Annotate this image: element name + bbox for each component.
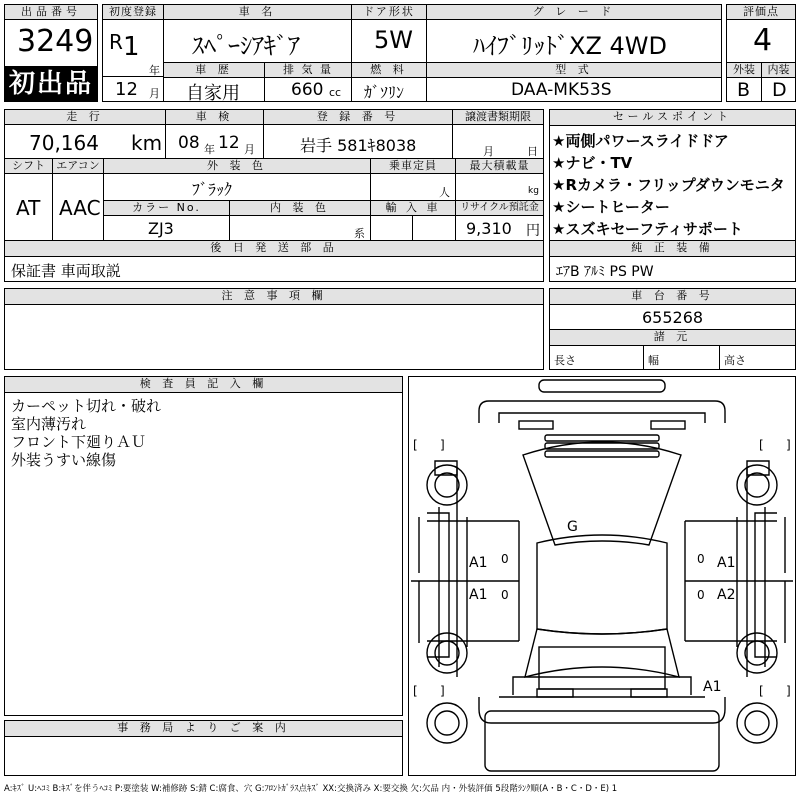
- fuel-cell: [351, 77, 427, 102]
- displacement-cell: [264, 77, 352, 102]
- color-no-label: カラー No.: [103, 200, 230, 216]
- history: 自家用: [186, 83, 240, 104]
- ac-label: エアコン: [52, 158, 104, 174]
- color-cell: [103, 173, 371, 201]
- roof: [537, 535, 667, 634]
- mark-left-rear: A1: [469, 587, 488, 603]
- zero-right-front: 0: [697, 552, 705, 566]
- genuine-equipment-label: 純 正 装 備: [549, 240, 796, 257]
- score-label: 評価点: [726, 4, 796, 20]
- sales-point-item: ★Rカメラ・フリップダウンモニタ: [552, 176, 785, 194]
- displacement-unit: cc: [329, 86, 342, 99]
- chassis-number: 655268: [642, 308, 704, 327]
- era: R: [109, 30, 123, 54]
- grade-cell: [426, 19, 722, 63]
- mark-left-front: A1: [469, 555, 488, 571]
- spare-wheel-left-rim: [435, 711, 459, 735]
- front-bumper: [539, 380, 665, 392]
- capacity-cell: [370, 173, 456, 201]
- inspection-year: 08: [178, 133, 200, 153]
- score-cell: [726, 19, 796, 63]
- model-code-cell: [426, 77, 722, 102]
- plate-label: 登 録 番 号: [263, 109, 453, 125]
- rear-hatch: [539, 647, 665, 689]
- mark-right-bottom: A1: [703, 679, 722, 695]
- chassis-label: 車 台 番 号: [549, 288, 796, 305]
- grade-label: グ レ ー ド: [426, 4, 722, 20]
- mileage-cell: [4, 124, 166, 159]
- plate-cell: [263, 124, 453, 159]
- recycle: 9,310: [466, 219, 512, 238]
- headlight-right: [651, 421, 685, 429]
- bracket-close-rear-left: ]: [440, 684, 445, 698]
- wheel-front-right: [737, 465, 777, 505]
- mileage: 70,164: [29, 131, 99, 155]
- ac-cell: [52, 173, 104, 241]
- exterior-grade: B: [737, 79, 751, 101]
- interior-grade: D: [772, 79, 787, 101]
- inspection-month: 12: [218, 133, 240, 153]
- car-name: ｽﾍﾟｰｼｱｷﾞｱ: [192, 32, 300, 60]
- interior-color-unit: 系: [354, 227, 365, 240]
- zero-left-rear: 0: [501, 588, 509, 602]
- bracket-close-rear-right: ]: [786, 684, 791, 698]
- shift-label: シフト: [4, 158, 53, 174]
- mark-right-rear: A2: [717, 587, 736, 603]
- import-cell: [370, 215, 413, 241]
- zero-left-front: 0: [501, 552, 509, 566]
- bracket-open-rear-left: [: [413, 684, 418, 698]
- rear-window: [525, 629, 679, 677]
- footer-legend: A:ｷｽﾞ U:ﾍｺﾐ B:ｷｽﾞを伴うﾍｺﾐ P:要塗装 W:補修跡 S:錆 C:腐食、穴 G:ﾌﾛﾝﾄｶﾞﾗｽ点ｷｽﾞ XX:交換済み X:要交換 欠:欠品 内・外装評価 5段階ﾗﾝｸ順(A・B・C・D・E) 1: [4, 784, 618, 794]
- import-cell-2: [412, 215, 456, 241]
- sales-point-item: ★ナビ・TV: [552, 154, 633, 172]
- headlight-left: [519, 421, 553, 429]
- wheel-front-left: [427, 465, 467, 505]
- front-hood-outline: [479, 401, 725, 423]
- later-parts: 保証書 車両取説: [11, 262, 121, 280]
- fuel: ｶﾞｿﾘﾝ: [364, 83, 405, 102]
- wheel-front-right-rim: [745, 473, 769, 497]
- mileage-label: 走 行: [4, 109, 166, 125]
- interior-label: 内装: [761, 62, 796, 78]
- undercarriage: [485, 711, 719, 771]
- inspection-cell: [165, 124, 264, 159]
- mark-g: G: [567, 519, 578, 535]
- first-listing-badge: 初出品: [4, 66, 98, 102]
- grille-3: [545, 451, 659, 457]
- inspection-year-unit: 年: [204, 143, 215, 156]
- exterior-label: 外装: [726, 62, 762, 78]
- lot-number-label: 出品番号: [4, 4, 98, 20]
- transfer-day: 日: [527, 145, 538, 158]
- specs-label: 諸 元: [549, 329, 796, 346]
- notes-label: 注 意 事 項 欄: [4, 288, 544, 305]
- later-parts-label: 後 日 発 送 部 品: [4, 240, 544, 257]
- wheel-rear-right: [737, 633, 777, 673]
- recycle-unit: 円: [526, 223, 540, 239]
- spec-length: 長さ: [554, 354, 576, 367]
- genuine-equipment-cell: [549, 256, 796, 282]
- plate: 岩手 581ｷ8038: [300, 136, 417, 155]
- capacity-label: 乗車定員: [370, 158, 456, 174]
- door-label: ドア形状: [351, 4, 427, 20]
- transfer-cell: [452, 124, 544, 159]
- door-type: 5W: [374, 26, 413, 54]
- grade: ﾊｲﾌﾞﾘｯﾄﾞXZ 4WD: [473, 32, 667, 60]
- history-label: 車 歴: [163, 62, 265, 78]
- chassis-cell: [549, 304, 796, 330]
- inspector-box: [4, 392, 403, 716]
- spec-height-cell: [719, 345, 796, 370]
- history-cell: [163, 77, 265, 102]
- spare-wheel-left: [427, 703, 467, 743]
- inspection-month-unit: 月: [244, 143, 255, 156]
- mileage-unit: km: [131, 131, 163, 155]
- registration-year: 1: [123, 32, 140, 62]
- sales-point-item: ★スズキセーフティサポート: [552, 220, 743, 238]
- inspector-line: 室内薄汚れ: [11, 415, 87, 433]
- notes-box: [4, 304, 544, 370]
- shift-cell: [4, 173, 53, 241]
- interior-color-cell: [229, 215, 371, 241]
- inspector-line: カーペット切れ・破れ: [11, 397, 162, 415]
- sales-point-item: ★シートヒーター: [552, 198, 670, 216]
- interior-grade-cell: [761, 77, 796, 102]
- rear-bumper-outline: [479, 697, 725, 723]
- load-cell: [455, 173, 544, 201]
- first-registration-label: 初度登録: [102, 4, 164, 20]
- car-diagram-svg: [409, 377, 795, 775]
- wheel-front-left-rim: [435, 473, 459, 497]
- spec-width: 幅: [648, 354, 659, 367]
- inspection-label: 車 検: [165, 109, 264, 125]
- spec-height: 高さ: [724, 354, 746, 367]
- color-label: 外 装 色: [103, 158, 371, 174]
- interior-color-label: 内 装 色: [229, 200, 371, 216]
- rear-top-line: [513, 677, 691, 695]
- later-parts-cell: [4, 256, 544, 282]
- car-diagram: [408, 376, 796, 776]
- bracket-close-front-right: ]: [786, 438, 791, 452]
- sales-points-box: [549, 125, 796, 241]
- taillight-left: [537, 689, 573, 697]
- transfer-month: 月: [483, 145, 494, 158]
- inspector-line: 外装うすい線傷: [11, 451, 117, 469]
- lot-number-cell: [4, 19, 98, 67]
- model-code: DAA-MK53S: [511, 80, 612, 100]
- inspector-line: フロント下廻りＡＵ: [11, 433, 147, 451]
- month-unit: 月: [149, 87, 160, 100]
- sales-points-label: セールスポイント: [549, 109, 796, 126]
- color-no: ZJ3: [148, 219, 174, 238]
- shift: AT: [16, 196, 41, 220]
- spare-wheel-right-rim: [745, 711, 769, 735]
- genuine-equipment: ｴｱB ｱﾙﾐ PS PW: [556, 264, 654, 280]
- bracket-open-front-right: [: [759, 438, 764, 452]
- load-label: 最大積載量: [455, 158, 544, 174]
- ac: AAC: [59, 196, 101, 220]
- registration-month: 12: [115, 79, 138, 100]
- taillight-right: [631, 689, 667, 697]
- fuel-label: 燃 料: [351, 62, 427, 78]
- color-no-cell: [103, 215, 230, 241]
- score: 4: [753, 23, 773, 58]
- sales-point-item: ★両側パワースライドドア: [552, 132, 729, 150]
- inspector-label: 検 査 員 記 入 欄: [4, 376, 403, 393]
- import-label: 輸 入 車: [370, 200, 456, 216]
- bracket-open-front-left: [: [413, 438, 418, 452]
- recycle-label: リサイクル預託金: [455, 200, 544, 216]
- spec-length-cell: [549, 345, 644, 370]
- car-name-cell: [163, 19, 352, 63]
- first-registration-cell: [102, 19, 164, 77]
- pillar-lines: [519, 521, 685, 641]
- spec-width-cell: [643, 345, 720, 370]
- bracket-close-front-left: ]: [440, 438, 445, 452]
- bracket-open-rear-right: [: [759, 684, 764, 698]
- lot-number: 3249: [17, 24, 94, 59]
- capacity-unit: 人: [439, 186, 450, 199]
- model-code-label: 型 式: [426, 62, 722, 78]
- color: ﾌﾞﾗｯｸ: [192, 180, 233, 199]
- load-unit: kg: [528, 186, 539, 196]
- registration-month-cell: [102, 76, 164, 102]
- office-box: [4, 736, 403, 776]
- grille-1: [545, 435, 659, 441]
- car-name-label: 車 名: [163, 4, 352, 20]
- mark-right-front: A1: [717, 555, 736, 571]
- office-label: 事 務 局 よ り ご 案 内: [4, 720, 403, 737]
- transfer-label: 譲渡書類期限: [452, 109, 544, 125]
- door-cell: [351, 19, 427, 63]
- displacement: 660: [291, 80, 324, 100]
- exterior-grade-cell: [726, 77, 762, 102]
- recycle-cell: [455, 215, 544, 241]
- displacement-label: 排 気 量: [264, 62, 352, 78]
- year-unit: 年: [149, 64, 160, 77]
- wheel-rear-left: [427, 633, 467, 673]
- zero-right-rear: 0: [697, 588, 705, 602]
- spare-wheel-right: [737, 703, 777, 743]
